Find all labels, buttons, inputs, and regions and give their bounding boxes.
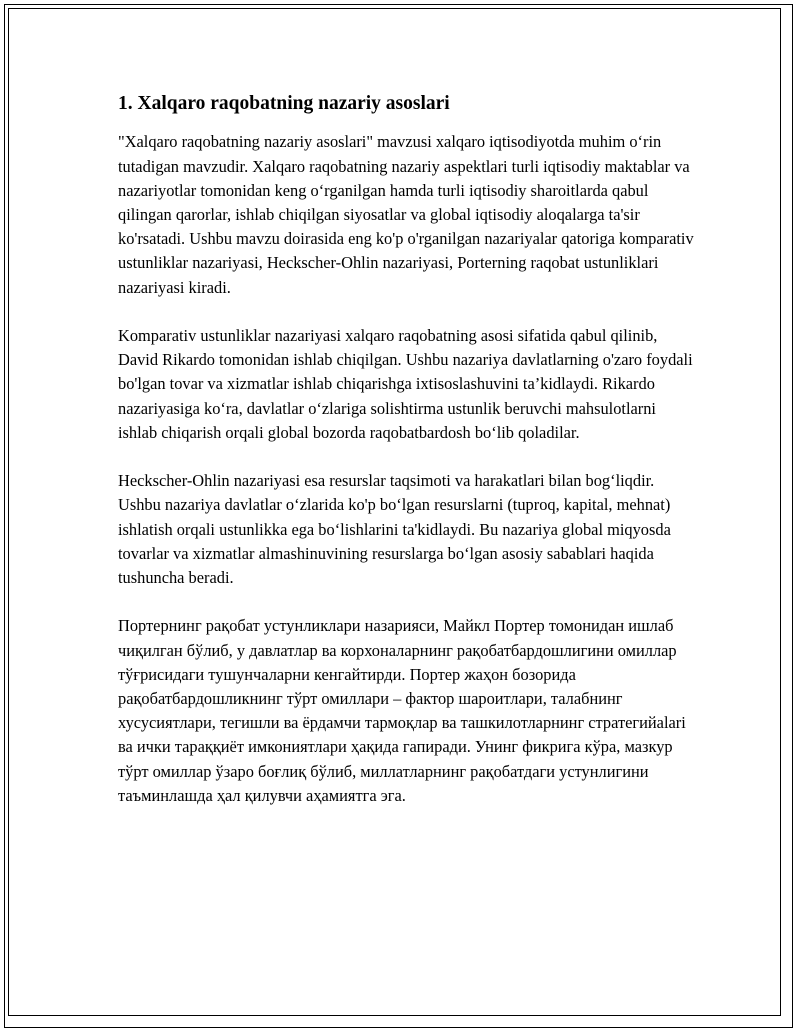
paragraph-heckscher-ohlin: Heckscher-Ohlin nazariyasi esa resurslar taqsimoti va harakatlari bilan bog‘liqdir. Ushbu nazariya davlatlar o‘zlarida ko'p bo‘lgan resurslarni (tuproq, kapital, mehnat) ishlatish orqali ustunlikka ega bo‘lishlarini ta'kidlaydi. Bu nazariya global miqyosda tovarlar va xizmatlar almashinuvining resurslarga bo‘lgan asosiy sabablari haqida tushuncha beradi. (118, 471, 671, 587)
paragraph-comparative-advantage: Komparativ ustunliklar nazariyasi xalqaro raqobatning asosi sifatida qabul qilinib, David Rikardo tomonidan ishlab chiqilgan. Ushbu nazariya davlatlarning o'zaro foydali bo'lgan tovar va xizmatlar ishlab chiqarishga ixtisoslashuvini ta’kidlaydi. Rikardo nazariyasiga ko‘ra, davlatlar o‘zlariga solishtirma ustunlik beruvchi mahsulotlarni ishlab chiqarish orqali global bozorda raqobatbardosh bo‘lib qoladilar. (118, 325, 693, 442)
document-body (118, 91, 698, 832)
section-heading: 1. Xalqaro raqobatning nazariy asoslari (118, 93, 450, 114)
paragraph-intro: "Xalqaro raqobatning nazariy asoslari" mavzusi xalqaro iqtisodiyotda muhim o‘rin tutadigan mavzudir. Xalqaro raqobatning nazariy aspektlari turli iqtisodiy maktablar va nazariyotlar tomonidan keng o‘rganilgan hamda turli iqtisodiy sharoitlarda qabul qilingan qarorlar, ishlab chiqilgan siyosatlar va global iqtisodiy aloqalarga ta'sir ko'rsatadi. Ushbu mavzu doirasida eng ko'p o'rganilgan nazariyalar qatoriga komparativ ustunliklar nazariyasi, Heckscher-Ohlin nazariyasi, Porterning raqobat ustunliklari nazariyasi kiradi. (118, 132, 694, 297)
paragraph-porter: Портернинг рақобат устунликлари назарияси, Майкл Портер томонидан ишлаб чиқилган бўлиб, у давлатлар ва корхоналарнинг рақобатбардошлигини омиллар тўғрисидаги тушунчаларни кенгайтирди. Портер жаҳон бозорида рақобатбардошликнинг тўрт омиллари – фактор шароитлари, талабнинг хусусиятлари, тегишли ва ёрдамчи тармоқлар ва ташкилотларнинг стратегийalari ва ички тараққиёт имкониятлари ҳақида гапиради. Унинг фикрига кўра, мазкур тўрт омиллар ўзаро боғлиқ бўлиб, миллатларнинг рақобатдаги устунлигини таъминлашда ҳал қилувчи аҳамиятга эга. (118, 616, 686, 805)
